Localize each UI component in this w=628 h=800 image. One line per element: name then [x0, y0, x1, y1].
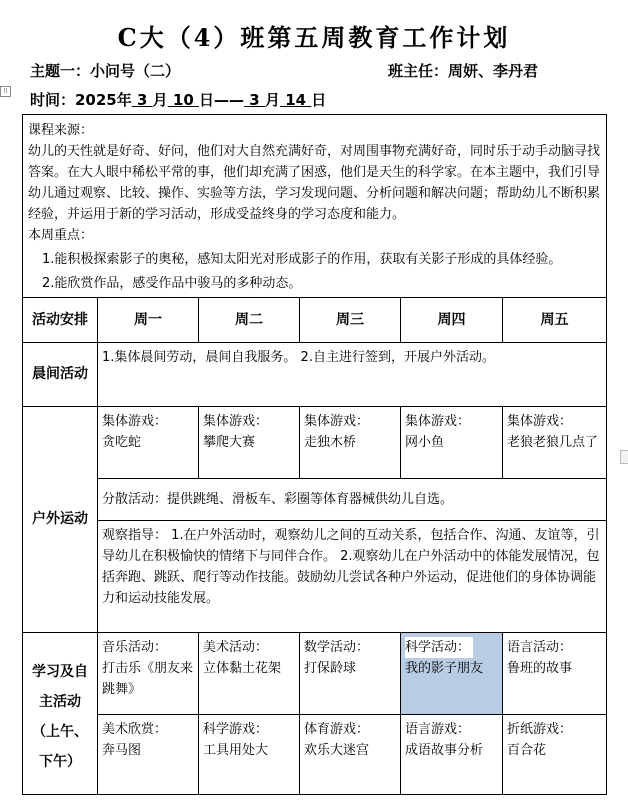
learning-label: 学习及自 主活动 （上午、 下午） — [23, 633, 98, 795]
date-row — [30, 89, 326, 110]
learning-cell-highlighted[interactable]: 科学活动： 我的影子朋友 — [401, 633, 503, 715]
header-cell: 周一 — [98, 298, 199, 343]
morning-line: 2.自主进行签到，开展户外活动。 — [300, 350, 495, 365]
morning-cell — [98, 343, 607, 407]
morning-line: 1.集体晨间劳动，晨间自我服务。 — [102, 350, 297, 365]
learning-cell: 音乐活动： 打击乐《朋友来跳舞》 — [98, 633, 199, 715]
outdoor-game-cell: 集体游戏： 网小鱼 — [401, 407, 503, 479]
learning-cell: 体育游戏： 欢乐大迷宫 — [300, 715, 401, 795]
end-month: 3 — [249, 91, 260, 109]
outdoor-label: 户外运动 — [23, 407, 98, 633]
outdoor-game-cell: 集体游戏： 走独木桥 — [300, 407, 401, 479]
observation-cell — [98, 521, 607, 633]
scattered-activity: 分散活动：提供跳绳、滑板车、彩圈等体育器械供幼儿自选。 — [98, 479, 607, 521]
learning-cell: 折纸游戏： 百合花 — [503, 715, 607, 795]
header-cell: 周二 — [199, 298, 300, 343]
intro-cell — [23, 115, 607, 298]
month-char-2: 月 — [264, 91, 280, 109]
observe-item: 1.在户外活动时，观察幼儿之间的互动关系，包括合作、沟通、友谊等，引导幼儿在积极愉快的情绪下与同伴合作。 — [102, 528, 600, 564]
outdoor-game-cell: 集体游戏： 老狼老狼几点了 — [503, 407, 607, 479]
header-cell: 周四 — [401, 298, 503, 343]
side-scroll-handle[interactable] — [620, 450, 628, 464]
focus-item-2: 2.能欣赏作品，感受作品中骏马的多种动态。 — [42, 276, 302, 291]
learning-cell: 语言活动： 鲁班的故事 — [503, 633, 607, 715]
morning-label: 晨间活动 — [23, 343, 98, 407]
table-move-handle-icon[interactable]: ⁞⁞ — [0, 86, 11, 97]
plan-table — [22, 114, 607, 795]
theme-text: 主题一：小问号（二） — [30, 62, 181, 80]
header-cell: 周三 — [300, 298, 401, 343]
teacher-text: 班主任：周妍、李丹君 — [388, 62, 539, 80]
date-sep: 日—— — [199, 91, 245, 109]
observe-item: 2.观察幼儿在户外活动中的体能发展情况，包括奔跑、跳跃、爬行等动作技能。鼓励幼儿尝试各种户外运动，促进他们的身体协调能力和运动技能发展。 — [102, 549, 600, 606]
outdoor-game-cell: 集体游戏： 贪吃蛇 — [98, 407, 199, 479]
learning-cell: 语言游戏： 成语故事分析 — [401, 715, 503, 795]
source-label: 课程来源： — [28, 123, 94, 138]
outdoor-game-cell: 集体游戏： 攀爬大赛 — [199, 407, 300, 479]
header-cell: 活动安排 — [23, 298, 98, 343]
focus-label: 本周重点： — [28, 228, 94, 243]
source-text: 幼儿的天性就是好奇、好问，他们对大自然充满好奇，对周围事物充满好奇，同时乐于动手动脑寻找答案。在大人眼中稀松平常的事，他们却充满了困惑，他们是天生的科学家。在本主题中，我们引导幼儿通过观察、比较、操作、实验等方法，学习发现问题、分析问题和解决问题；帮助幼儿不断积累经验，并运用于新的学习活动，形成受益终身的学习态度和能力。 — [28, 144, 601, 222]
focus-item-1: 1.能积极探索影子的奥秘，感知太阳光对形成影子的作用，获取有关影子形成的具体经验。 — [42, 252, 562, 267]
observe-label: 观察指导： — [102, 528, 168, 543]
header-cell: 周五 — [503, 298, 607, 343]
header-row — [23, 298, 607, 343]
learning-cell: 数学活动： 打保龄球 — [300, 633, 401, 715]
learning-cell: 美术欣赏： 奔马图 — [98, 715, 199, 795]
end-day: 14 — [285, 91, 307, 109]
date-end: 日 — [311, 91, 327, 109]
start-day: 10 — [172, 91, 194, 109]
theme-row — [30, 60, 610, 81]
learning-cell: 美术活动： 立体黏土花架 — [199, 633, 300, 715]
learning-cell: 科学游戏： 工具用处大 — [199, 715, 300, 795]
page-title: C大（4）班第五周教育工作计划 — [117, 23, 511, 52]
date-prefix: 时间：2025年 — [30, 91, 132, 109]
month-char: 月 — [152, 91, 168, 109]
start-month: 3 — [136, 91, 148, 109]
